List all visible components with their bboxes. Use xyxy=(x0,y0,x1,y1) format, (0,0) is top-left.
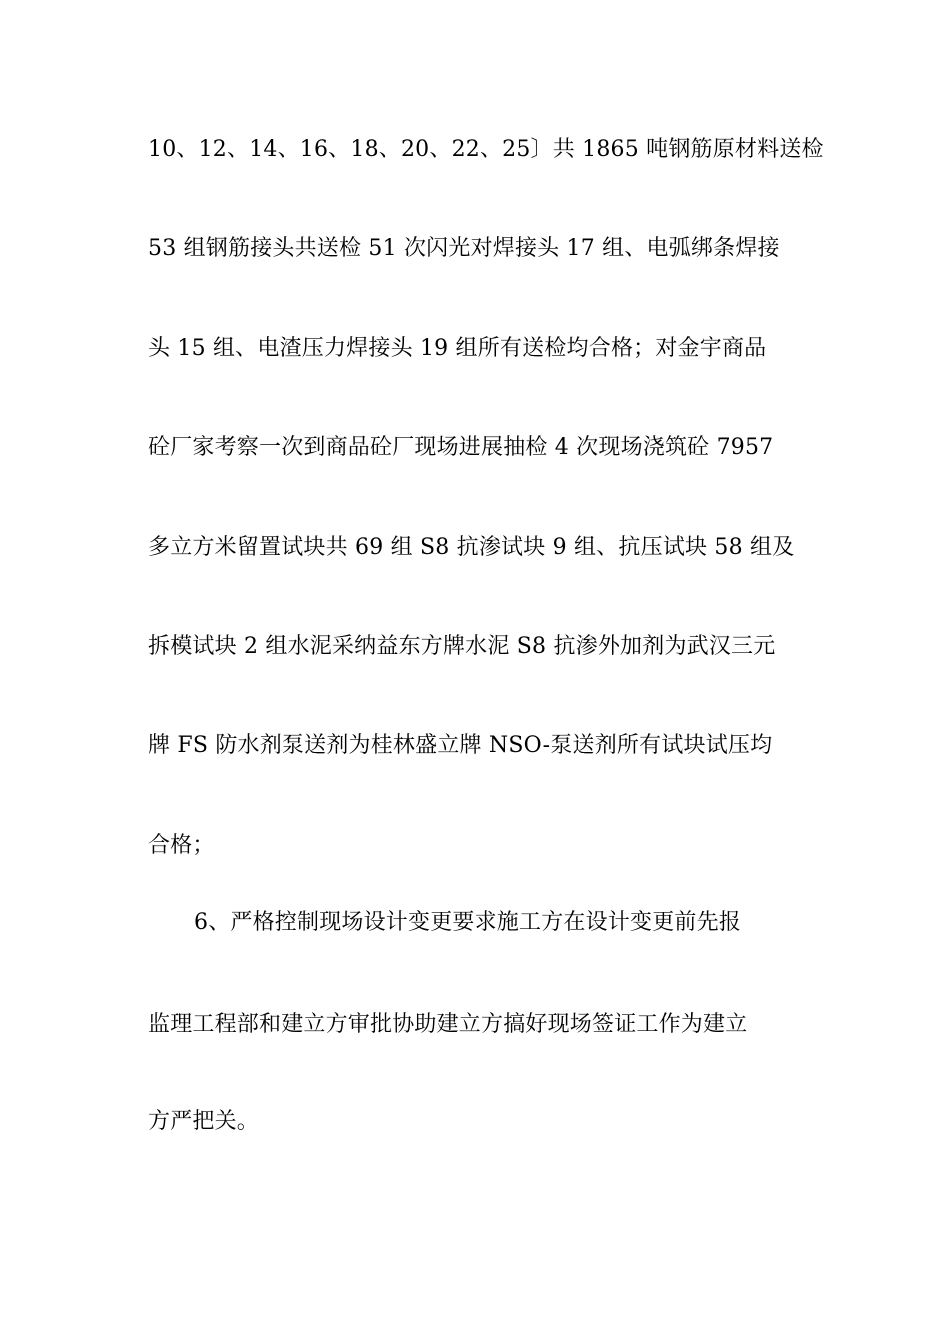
paragraph-line: 53 组钢筋接头共送检 51 次闪光对焊接头 17 组、电弧绑条焊接 xyxy=(148,236,780,261)
paragraph-line: 合格； xyxy=(148,833,215,858)
paragraph-line: 头 15 组、电渣压力焊接头 19 组所有送检均合格；对金宇商品 xyxy=(148,336,767,361)
paragraph-line: 方严把关。 xyxy=(148,1109,260,1134)
paragraph-line: 监理工程部和建立方审批协助建立方搞好现场签证工作为建立 xyxy=(148,1012,748,1037)
paragraph-line: 牌 FS 防水剂泵送剂为桂林盛立牌 NSO-泵送剂所有试块试压均 xyxy=(148,733,773,758)
paragraph-line: 砼厂家考察一次到商品砼厂现场进展抽检 4 次现场浇筑砼 7957 xyxy=(148,435,774,460)
paragraph-line: 10、12、14、16、18、20、22、25〕共 1865 吨钢筋原材料送检 xyxy=(148,137,824,162)
paragraph-line: 6、严格控制现场设计变更要求施工方在设计变更前先报 xyxy=(194,910,741,935)
paragraph-line: 拆模试块 2 组水泥采纳益东方牌水泥 S8 抗渗外加剂为武汉三元 xyxy=(148,634,776,659)
paragraph-line: 多立方米留置试块共 69 组 S8 抗渗试块 9 组、抗压试块 58 组及 xyxy=(148,535,795,560)
